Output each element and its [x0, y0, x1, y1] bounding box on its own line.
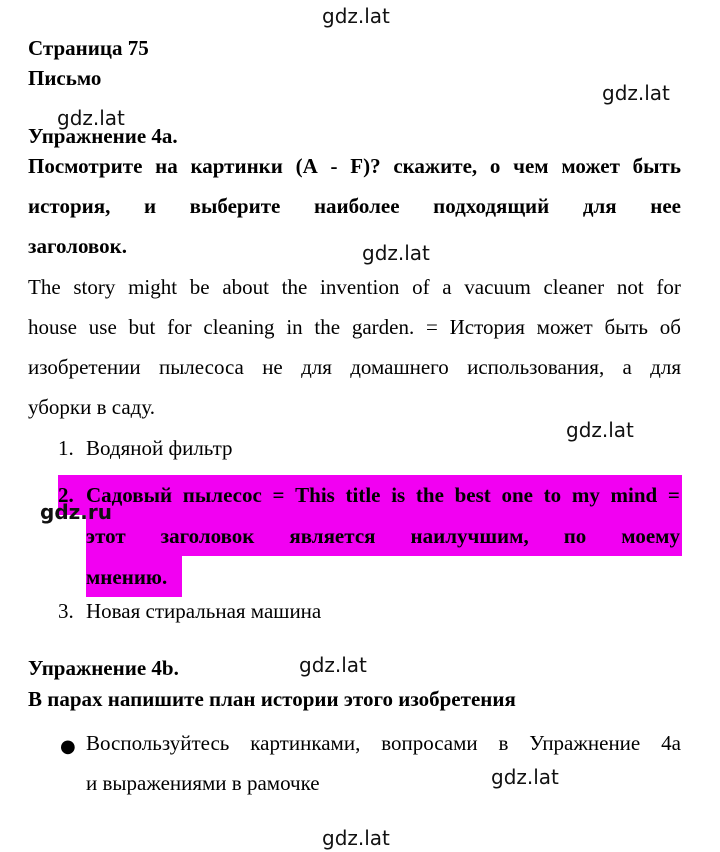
word: наилучшим, — [410, 524, 529, 548]
text-line — [28, 307, 681, 347]
word: Садовый — [86, 483, 173, 507]
watermark: gdz.lat — [362, 241, 430, 265]
word: is — [391, 483, 406, 507]
word: мнению. — [86, 565, 168, 589]
word: картинки — [190, 154, 283, 178]
word: является — [289, 524, 376, 548]
word: use — [88, 315, 117, 339]
word: скажите, — [393, 154, 478, 178]
word: заголовок. — [28, 234, 127, 258]
word: = — [667, 483, 680, 507]
word: for — [656, 275, 681, 299]
word: The — [28, 275, 61, 299]
word: title — [345, 483, 381, 507]
option-3 — [58, 599, 321, 624]
bullet-icon: ● — [60, 736, 76, 757]
word: заголовок — [160, 524, 255, 548]
word: in — [286, 315, 303, 339]
word: быть — [604, 315, 648, 339]
word: выберите — [189, 194, 281, 218]
word: чем — [513, 154, 549, 178]
word: в — [498, 731, 509, 755]
text-line — [86, 557, 680, 598]
word: Воспользуйтесь — [86, 731, 230, 755]
text-line — [28, 387, 681, 427]
word: изобретении — [28, 355, 141, 379]
word: a — [442, 275, 452, 299]
word: использования, — [467, 355, 605, 379]
word: пылесос — [182, 483, 262, 507]
word: garden. — [351, 315, 415, 339]
word: might — [128, 275, 178, 299]
word: о — [489, 154, 501, 178]
word: может — [561, 154, 620, 178]
word: вопросами — [381, 731, 478, 755]
word: пылесоса — [158, 355, 244, 379]
watermark: gdz.lat — [566, 418, 634, 442]
word: cleaning — [203, 315, 275, 339]
word: story — [73, 275, 116, 299]
word: the — [415, 483, 444, 507]
text-line — [28, 146, 681, 186]
watermark: gdz.lat — [602, 81, 670, 105]
exercise-4a-answer — [28, 267, 681, 427]
watermark: gdz.lat — [57, 106, 125, 130]
page-number: Страница 75 — [28, 36, 149, 60]
word: invention — [320, 275, 400, 299]
watermark: gdz.lat — [491, 765, 559, 789]
section-title: Письмо — [28, 66, 102, 90]
word: = — [426, 315, 438, 339]
exercise-4b-task: В парах напишите план истории этого изобретения — [28, 687, 516, 711]
word: моему — [621, 524, 680, 548]
watermark-top: gdz.lat — [322, 4, 390, 28]
word: This — [295, 483, 335, 507]
text-line — [86, 516, 680, 557]
word: картинками, — [250, 731, 361, 755]
word: the — [281, 275, 308, 299]
word: История — [449, 315, 525, 339]
word: of — [412, 275, 430, 299]
word: нее — [650, 194, 681, 218]
watermark: gdz.lat — [299, 653, 367, 677]
option-text: Водяной фильтр — [86, 436, 233, 460]
watermark-ru: gdz.ru — [40, 500, 112, 524]
word: об — [659, 315, 681, 339]
option-2-number: 2. — [58, 483, 74, 507]
word: для — [301, 355, 332, 379]
exercise-4a-task — [28, 146, 681, 266]
text-line — [86, 475, 680, 516]
word: быть — [632, 154, 681, 178]
exercise-4a-title: Упражнение 4a. — [28, 124, 178, 148]
word: (A — [295, 154, 318, 178]
word: а — [622, 355, 632, 379]
word: и выражениями в рамочке — [86, 771, 320, 795]
word: не — [262, 355, 283, 379]
watermark-bottom: gdz.lat — [322, 826, 390, 850]
word: по — [563, 524, 587, 548]
word: домашнего — [350, 355, 449, 379]
word: house — [28, 315, 77, 339]
word: 4a — [661, 731, 681, 755]
exercise-4b-bullet — [86, 723, 681, 803]
word: the — [314, 315, 341, 339]
word: уборки в саду. — [28, 395, 155, 419]
option-number: 1. — [58, 436, 74, 460]
word: vacuum — [464, 275, 531, 299]
word: наиболее — [313, 194, 400, 218]
option-text: Новая стиральная машина — [86, 599, 322, 623]
text-line — [28, 186, 681, 226]
text-line — [28, 267, 681, 307]
word: one — [501, 483, 533, 507]
text-line — [28, 347, 681, 387]
option-2-text — [86, 475, 680, 598]
word: F)? — [350, 154, 381, 178]
word: Посмотрите — [28, 154, 143, 178]
word: but — [128, 315, 156, 339]
word: my — [571, 483, 600, 507]
word: история, — [28, 194, 111, 218]
word: be — [189, 275, 210, 299]
word: for — [167, 315, 192, 339]
option-number: 3. — [58, 599, 74, 623]
word: и — [143, 194, 157, 218]
word: mind — [610, 483, 658, 507]
text-line — [86, 723, 681, 763]
word: этот — [86, 524, 126, 548]
word: about — [222, 275, 269, 299]
word: на — [155, 154, 178, 178]
word: not — [616, 275, 644, 299]
word: Упражнение — [529, 731, 641, 755]
text-line — [28, 226, 681, 266]
word: подходящий — [433, 194, 550, 218]
option-1 — [58, 436, 233, 461]
exercise-4b-title: Упражнение 4b. — [28, 656, 179, 680]
word: для — [582, 194, 617, 218]
word: to — [543, 483, 562, 507]
word: = — [272, 483, 285, 507]
word: может — [536, 315, 593, 339]
word: best — [454, 483, 491, 507]
text-line — [86, 763, 681, 803]
word: для — [650, 355, 681, 379]
word: cleaner — [543, 275, 605, 299]
word: - — [330, 154, 338, 178]
